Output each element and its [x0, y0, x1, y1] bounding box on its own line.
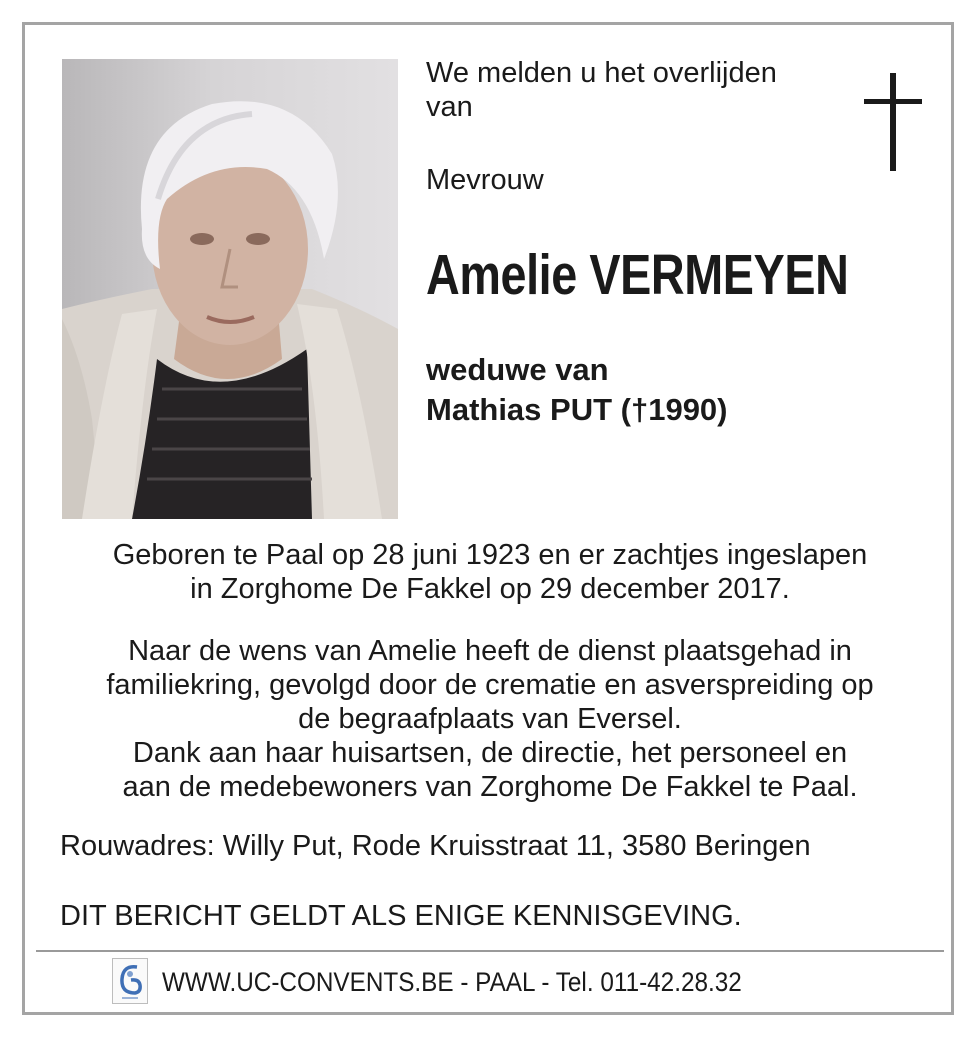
widow-line: weduwe van [426, 352, 609, 387]
cross-icon [862, 73, 924, 171]
footer-contact: WWW.UC-CONVENTS.BE - PAAL - Tel. 011-42.28.32 [162, 967, 742, 997]
funeral-home-logo-icon [112, 958, 148, 1004]
widow-text [426, 350, 728, 430]
title-text: Mevrouw [426, 164, 544, 196]
deceased-name: Amelie VERMEYEN [426, 243, 849, 307]
intro-text [426, 56, 777, 124]
mourning-address: Rouwadres: Willy Put, Rode Kruisstraat 11, 3580 Beringen [60, 830, 811, 862]
paragraph-line: familiekring, gevolgd door de crematie en asverspreiding op [106, 669, 874, 701]
paragraph-line: Geboren te Paal op 28 juni 1923 en er zachtjes ingeslapen [112, 539, 868, 571]
paragraph-line: aan de medebewoners van Zorghome De Fakkel te Paal. [122, 771, 858, 803]
wishes-paragraph [0, 634, 980, 804]
birth-death-paragraph [0, 538, 980, 606]
widow-line: Mathias PUT (†1990) [426, 392, 728, 427]
paragraph-line: in Zorghome De Fakkel op 29 december 2017. [190, 573, 790, 605]
intro-line: We melden u het overlijden [426, 57, 777, 89]
intro-line: van [426, 91, 473, 123]
portrait-photo [62, 59, 398, 519]
paragraph-line: Dank aan haar huisartsen, de directie, het personeel en [132, 737, 848, 769]
footer-divider [36, 950, 944, 952]
notice-text: DIT BERICHT GELDT ALS ENIGE KENNISGEVING. [60, 900, 742, 932]
paragraph-line: Naar de wens van Amelie heeft de dienst plaatsgehad in [128, 635, 852, 667]
paragraph-line: de begraafplaats van Eversel. [298, 703, 682, 735]
